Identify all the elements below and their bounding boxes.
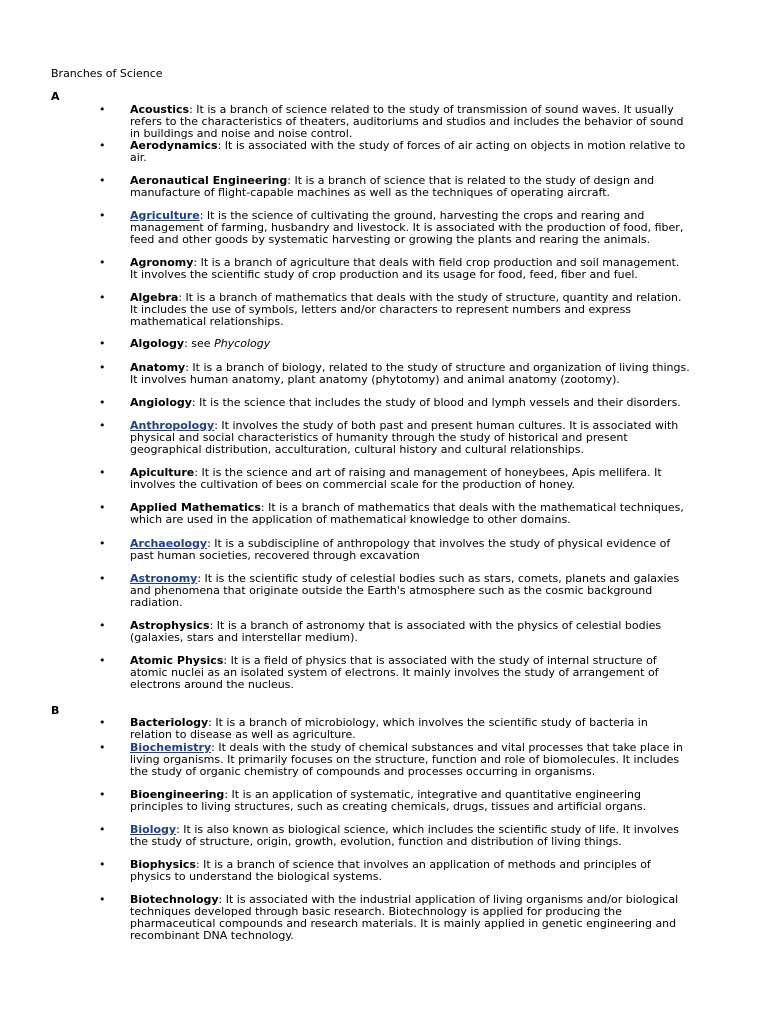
term-description: : It is also known as biological science, which includes the scientific study of life. It involves the study of structure, origin, growth, evolution, function and distribution of living things. <box>130 823 680 848</box>
list-item <box>99 291 690 328</box>
term-description: : It is the science of cultivating the ground, harvesting the crops and rearing and management of farming, husbandry and livestock. It is associated with the production of food, fiber, feed and other goods by systematic harvesting or growing the plants and rearing the animals. <box>130 209 684 246</box>
bullet-icon: • <box>99 654 106 667</box>
section-letter-a: A <box>51 90 60 103</box>
term-label: Bacteriology <box>130 716 209 729</box>
bullet-icon: • <box>99 291 106 304</box>
term-label: Algebra <box>130 291 179 304</box>
term-link[interactable]: Biochemistry <box>130 741 212 754</box>
term-label: Aerodynamics <box>130 139 218 152</box>
term-description: : It is a field of physics that is associated with the study of internal structure of atomic nuclei as an isolated system of electrons. It mainly involves the study of arrangement of electrons around the nucleus. <box>130 654 659 691</box>
term-link[interactable]: Agriculture <box>130 209 200 222</box>
bullet-icon: • <box>99 823 106 836</box>
term-label: Astrophysics <box>130 619 210 632</box>
bullet-icon: • <box>99 466 106 479</box>
list-item <box>99 741 690 778</box>
bullet-icon: • <box>99 619 106 632</box>
bullet-icon: • <box>99 858 106 871</box>
section-letter-b: B <box>51 704 60 717</box>
bullet-icon: • <box>99 572 106 585</box>
list-item <box>99 572 690 609</box>
term-description: : It deals with the study of chemical substances and vital processes that take place in living organisms. It primarily focuses on the structure, function and role of biomolecules. It includes the study of organic chemistry of compounds and processes occurring in organisms. <box>130 741 683 778</box>
list-item <box>99 466 690 491</box>
list-item <box>99 893 690 942</box>
list-item <box>99 716 690 741</box>
term-description: : see <box>184 337 215 350</box>
see-reference: Phycology <box>214 337 271 350</box>
bullet-icon: • <box>99 893 106 906</box>
bullet-icon: • <box>99 174 106 187</box>
term-description: : It is a subdiscipline of anthropology that involves the study of physical evidence of past human societies, recovered through excavation <box>130 537 671 562</box>
term-description: : It is a branch of science related to the study of transmission of sound waves. It usually refers to the characteristics of theaters, auditoriums and studios and includes the behavior of sound in buildings and noise and noise control. <box>130 103 684 140</box>
list-item <box>99 823 690 848</box>
list-item <box>99 396 690 409</box>
bullet-icon: • <box>99 716 106 729</box>
bullet-icon: • <box>99 256 106 269</box>
list-item <box>99 537 690 562</box>
term-label: Algology <box>130 337 185 350</box>
term-label: Biophysics <box>130 858 196 871</box>
term-label: Bioengineering <box>130 788 225 801</box>
term-description: : It involves the study of both past and present human cultures. It is associated with physical and social characteristics of humanity through the study of historical and present geographical distribution, acculturation, cultural history and cultural relationships. <box>130 419 679 456</box>
list-item <box>99 103 690 140</box>
bullet-icon: • <box>99 337 106 350</box>
bullet-icon: • <box>99 537 106 550</box>
term-label: Anatomy <box>130 361 186 374</box>
term-description: : It is an application of systematic, integrative and quantitative engineering principles to living structures, such as creating chemicals, drugs, tissues and artificial organs. <box>130 788 647 813</box>
term-link[interactable]: Astronomy <box>130 572 198 585</box>
list-item <box>99 361 690 386</box>
term-label: Applied Mathematics <box>130 501 261 514</box>
term-link[interactable]: Anthropology <box>130 419 215 432</box>
term-label: Agronomy <box>130 256 194 269</box>
list-item <box>99 139 690 164</box>
bullet-icon: • <box>99 139 106 152</box>
bullet-icon: • <box>99 209 106 222</box>
term-description: : It is the science that includes the study of blood and lymph vessels and their disorders. <box>191 396 681 409</box>
bullet-icon: • <box>99 419 106 432</box>
list-item <box>99 419 690 456</box>
list-item <box>99 788 690 813</box>
bullet-icon: • <box>99 741 106 754</box>
term-description: : It is associated with the industrial application of living organisms and/or biological techniques developed through basic research. Biotechnology is applied for producing the pharmaceutical compounds and research materials. It is mainly applied in genetic engineering and recombinant DNA technology. <box>130 893 679 942</box>
term-link[interactable]: Archaeology <box>130 537 208 550</box>
list-item <box>99 337 690 350</box>
bullet-icon: • <box>99 361 106 374</box>
term-description: : It is the scientific study of celestial bodies such as stars, comets, planets and galaxies and phenomena that originate outside the Earth's atmosphere such as the cosmic background radiation. <box>130 572 680 609</box>
term-description: : It is a branch of astronomy that is associated with the physics of celestial bodies (galaxies, stars and interstellar medium). <box>130 619 662 644</box>
list-item <box>99 858 690 883</box>
term-description: : It is a branch of science that is related to the study of design and manufacture of flight-capable machines as well as the techniques of operating aircraft. <box>130 174 655 199</box>
term-description: : It is a branch of biology, related to the study of structure and organization of living things. It involves human anatomy, plant anatomy (phytotomy) and animal anatomy (zootomy). <box>130 361 690 386</box>
term-label: Apiculture <box>130 466 195 479</box>
term-label: Acoustics <box>130 103 190 116</box>
bullet-icon: • <box>99 103 106 116</box>
term-description: : It is the science and art of raising and management of honeybees, Apis mellifera. It involves the cultivation of bees on commercial scale for the production of honey. <box>130 466 662 491</box>
term-description: : It is a branch of mathematics that deals with the study of structure, quantity and relation. It includes the use of symbols, letters and/or characters to represent numbers and express mathematical relationships. <box>130 291 682 328</box>
term-description: : It is a branch of science that involves an application of methods and principles of physics to understand the biological systems. <box>130 858 651 883</box>
bullet-icon: • <box>99 501 106 514</box>
list-item <box>99 174 690 199</box>
bullet-icon: • <box>99 396 106 409</box>
term-description: : It is a branch of agriculture that deals with field crop production and soil management. It involves the scientific study of crop production and its usage for food, feed, fiber and fuel. <box>130 256 680 281</box>
list-item <box>99 654 690 691</box>
term-link[interactable]: Biology <box>130 823 177 836</box>
bullet-icon: • <box>99 788 106 801</box>
list-item <box>99 209 690 246</box>
list-item <box>99 256 690 281</box>
term-description: : It is associated with the study of forces of air acting on objects in motion relative to air. <box>130 139 686 164</box>
term-description: : It is a branch of microbiology, which involves the scientific study of bacteria in relation to disease as well as agriculture. <box>130 716 648 741</box>
list-item <box>99 619 690 644</box>
term-description: : It is a branch of mathematics that deals with the mathematical techniques, which are used in the application of mathematical knowledge to other domains. <box>130 501 684 526</box>
term-label: Angiology <box>130 396 192 409</box>
term-label: Aeronautical Engineering <box>130 174 288 187</box>
term-label: Atomic Physics <box>130 654 224 667</box>
term-label: Biotechnology <box>130 893 219 906</box>
list-item <box>99 501 690 526</box>
document-title: Branches of Science <box>51 67 163 80</box>
